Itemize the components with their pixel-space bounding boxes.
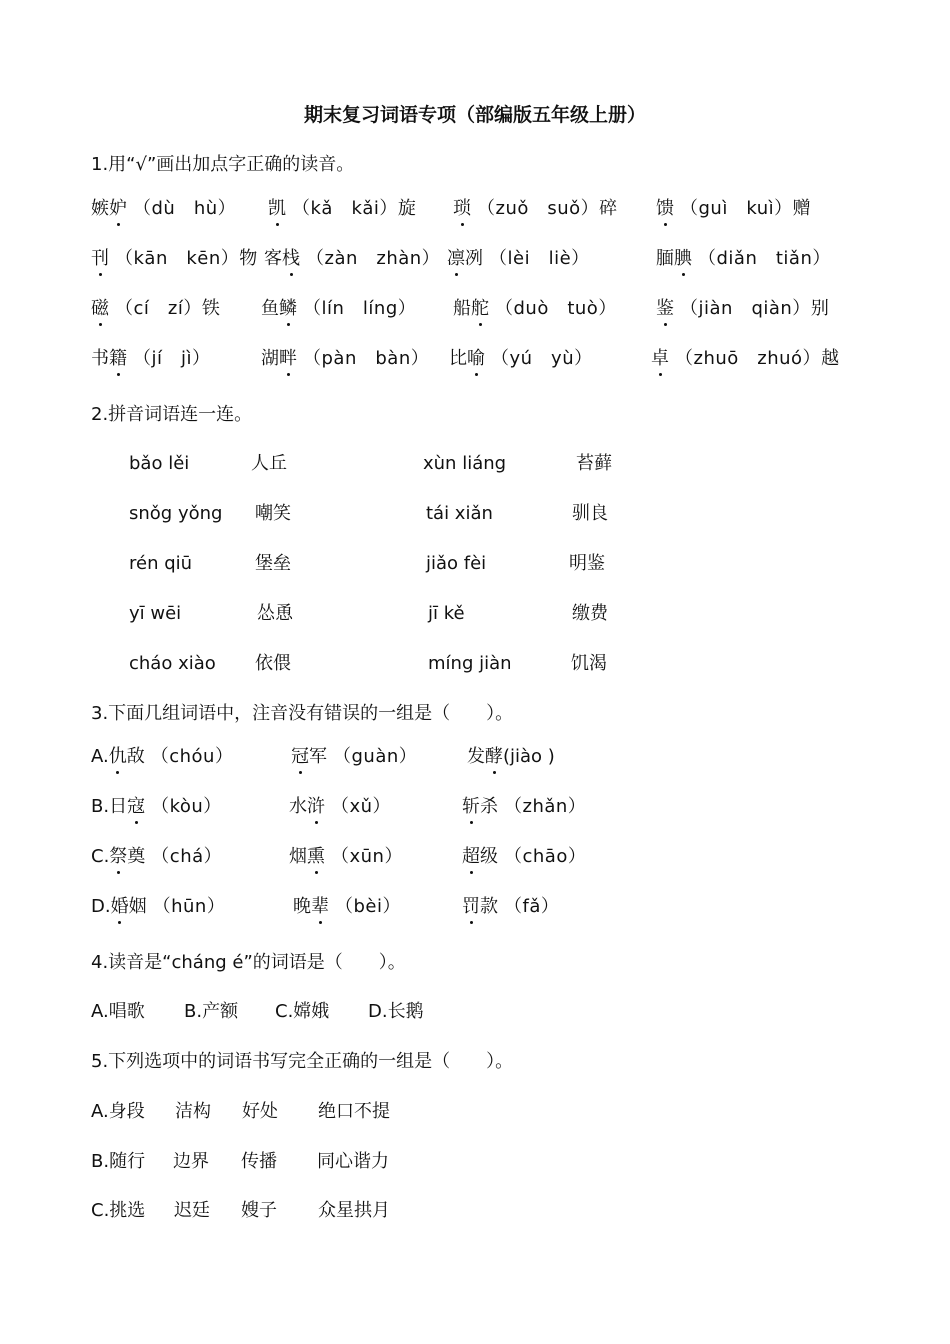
dotted-char: 喻 <box>467 348 485 369</box>
q5-word: C.挑选 <box>91 1200 146 1221</box>
pinyin-item: tái xiǎn <box>426 503 493 524</box>
q5-word: 传播 <box>241 1151 277 1172</box>
q1-item: 船舵 （duò tuò） <box>453 298 617 319</box>
q1-heading: 1.用“√”画出加点字正确的读音。 <box>91 154 355 175</box>
q4-option: B.产额 <box>184 1001 239 1022</box>
pinyin-choices: （zàn zhàn） <box>306 248 441 269</box>
q1-item: 比喻 （yú yù） <box>449 348 593 369</box>
pinyin-item: jiǎo fèi <box>426 553 487 574</box>
q5-word: 迟廷 <box>174 1200 210 1221</box>
word-item: 驯良 <box>572 503 608 524</box>
q3-option-item: B.日寇 （kòu） <box>91 796 222 817</box>
dotted-char: 冠 <box>291 746 309 767</box>
dotted-char: 卓 <box>651 348 669 369</box>
dotted-char: 凯 <box>268 198 286 219</box>
q1-item: 卓 （zhuō zhuó）越 <box>651 348 840 369</box>
dotted-char: 婚 <box>110 896 129 917</box>
dotted-char: 斩 <box>462 796 480 817</box>
pinyin-choices: （kān kēn） <box>115 248 240 269</box>
q3-option-item: 斩杀 （zhǎn） <box>462 796 587 817</box>
q5-word: B.随行 <box>91 1151 146 1172</box>
pinyin-choices: （diǎn tiǎn） <box>698 248 831 269</box>
q2-heading: 2.拼音词语连一连。 <box>91 404 253 425</box>
pinyin-choices: （zuǒ suǒ） <box>477 198 600 219</box>
q1-item: 凛冽 （lèi liè） <box>447 248 590 269</box>
q1-item: 客栈 （zàn zhàn） <box>264 248 441 269</box>
q1-item: 腼腆 （diǎn tiǎn） <box>656 248 831 269</box>
q3-option-item: D.婚姻 （hūn） <box>91 896 226 917</box>
pinyin-choices: （dù hù） <box>133 198 237 219</box>
q5-word: 洁构 <box>175 1101 211 1122</box>
q3-option-item: 罚款 （fǎ） <box>462 896 560 917</box>
q1-item: 鱼鳞 （lín líng） <box>261 298 417 319</box>
dotted-char: 馈 <box>656 198 674 219</box>
pinyin-choices: （jí jì） <box>133 348 211 369</box>
dotted-char: 罚 <box>462 896 480 917</box>
word-item: 明鉴 <box>569 553 605 574</box>
dotted-char: 栈 <box>282 248 300 269</box>
q1-item: 馈 （guì kuì）赠 <box>656 198 811 219</box>
pinyin-choices: （yú yù） <box>491 348 593 369</box>
word-item: 堡垒 <box>255 553 291 574</box>
dotted-char: 鉴 <box>656 298 674 319</box>
pinyin-choices: （pàn bàn） <box>303 348 430 369</box>
pinyin-choices: （lèi liè） <box>489 248 590 269</box>
pinyin-choices: （zhuō zhuó） <box>675 348 822 369</box>
dotted-char: 磁 <box>91 298 109 319</box>
pinyin-choices: （cí zí） <box>115 298 202 319</box>
q5-word: 众星拱月 <box>318 1200 390 1221</box>
q5-word: 边界 <box>173 1151 209 1172</box>
page-title: 期末复习词语专项（部编版五年级上册） <box>303 104 646 126</box>
word-item: 嘲笑 <box>255 503 291 524</box>
q4-option: A.唱歌 <box>91 1001 145 1022</box>
pinyin-item: rén qiū <box>129 553 193 574</box>
word-item: 饥渴 <box>571 653 607 674</box>
dotted-char: 畔 <box>279 348 297 369</box>
dotted-char: 琐 <box>453 198 471 219</box>
pinyin-item: cháo xiào <box>129 653 216 674</box>
dotted-char: 妒 <box>109 198 127 219</box>
dotted-char: 腆 <box>674 248 692 269</box>
word-item: 依偎 <box>255 653 291 674</box>
q3-option-item: 水浒 （xǔ） <box>289 796 392 817</box>
dotted-char: 熏 <box>307 846 325 867</box>
pinyin-item: xùn liáng <box>423 453 507 474</box>
word-item: 苔藓 <box>576 453 612 474</box>
q3-heading: 3.下面几组词语中，注音没有错误的一组是（ ）。 <box>91 703 514 724</box>
q5-word: 同心谐力 <box>317 1151 389 1172</box>
q3-option-item: 冠军 （guàn） <box>291 746 418 767</box>
word-item: 缴费 <box>572 603 608 624</box>
q3-option-item: 晚辈 （bèi） <box>293 896 402 917</box>
q1-item: 磁 （cí zí）铁 <box>91 298 220 319</box>
q1-item: 书籍 （jí jì） <box>91 348 211 369</box>
q5-word: 好处 <box>242 1101 278 1122</box>
q3-option-item: 发酵(jiào ) <box>467 746 555 767</box>
pinyin-item: snǒg yǒng <box>129 503 223 524</box>
dotted-char: 凛 <box>447 248 465 269</box>
pinyin-item: bǎo lěi <box>129 453 190 474</box>
q3-option-item: 超级 （chāo） <box>462 846 587 867</box>
dotted-char: 鳞 <box>279 298 297 319</box>
pinyin-item: yī wēi <box>129 603 182 624</box>
pinyin-choices: （jiàn qiàn） <box>680 298 811 319</box>
pinyin-item: míng jiàn <box>428 653 512 674</box>
word-item: 怂恿 <box>257 603 293 624</box>
pinyin-choices: （guì kuì） <box>680 198 793 219</box>
q1-item: 嫉妒 （dù hù） <box>91 198 237 219</box>
q3-option-item: C.祭奠 （chá） <box>91 846 223 867</box>
q1-item: 鉴 （jiàn qiàn）别 <box>656 298 829 319</box>
dotted-char: 刊 <box>91 248 109 269</box>
q5-word: A.身段 <box>91 1101 145 1122</box>
pinyin-item: jī kě <box>428 603 465 624</box>
pinyin-choices: （duò tuò） <box>495 298 617 319</box>
q5-heading: 5.下列选项中的词语书写完全正确的一组是（ ）。 <box>91 1051 514 1072</box>
dotted-char: 寇 <box>127 796 146 817</box>
dotted-char: 辈 <box>311 896 329 917</box>
dotted-char: 祭 <box>109 846 128 867</box>
q4-heading: 4.读音是“cháng é”的词语是（ ）。 <box>91 952 406 973</box>
dotted-char: 浒 <box>307 796 325 817</box>
q1-item: 凯 （kǎ kǎi）旋 <box>268 198 416 219</box>
pinyin-choices: （kǎ kǎi） <box>292 198 398 219</box>
q3-option-item: 烟熏 （xūn） <box>289 846 403 867</box>
q1-item: 琐 （zuǒ suǒ）碎 <box>453 198 618 219</box>
dotted-char: 酵 <box>485 746 503 767</box>
q3-option-item: A.仇敌 （chóu） <box>91 746 234 767</box>
q1-item: 刊 （kān kēn）物 <box>91 248 258 269</box>
dotted-char: 籍 <box>109 348 127 369</box>
pinyin-choices: （lín líng） <box>303 298 417 319</box>
word-item: 人丘 <box>251 453 287 474</box>
dotted-char: 舵 <box>471 298 489 319</box>
q5-word: 绝口不提 <box>318 1101 390 1122</box>
q1-item: 湖畔 （pàn bàn） <box>261 348 430 369</box>
dotted-char: 超 <box>462 846 480 867</box>
q4-option: D.长鹅 <box>368 1001 424 1022</box>
q5-word: 嫂子 <box>241 1200 277 1221</box>
dotted-char: 仇 <box>108 746 127 767</box>
q4-option: C.嫦娥 <box>275 1001 330 1022</box>
